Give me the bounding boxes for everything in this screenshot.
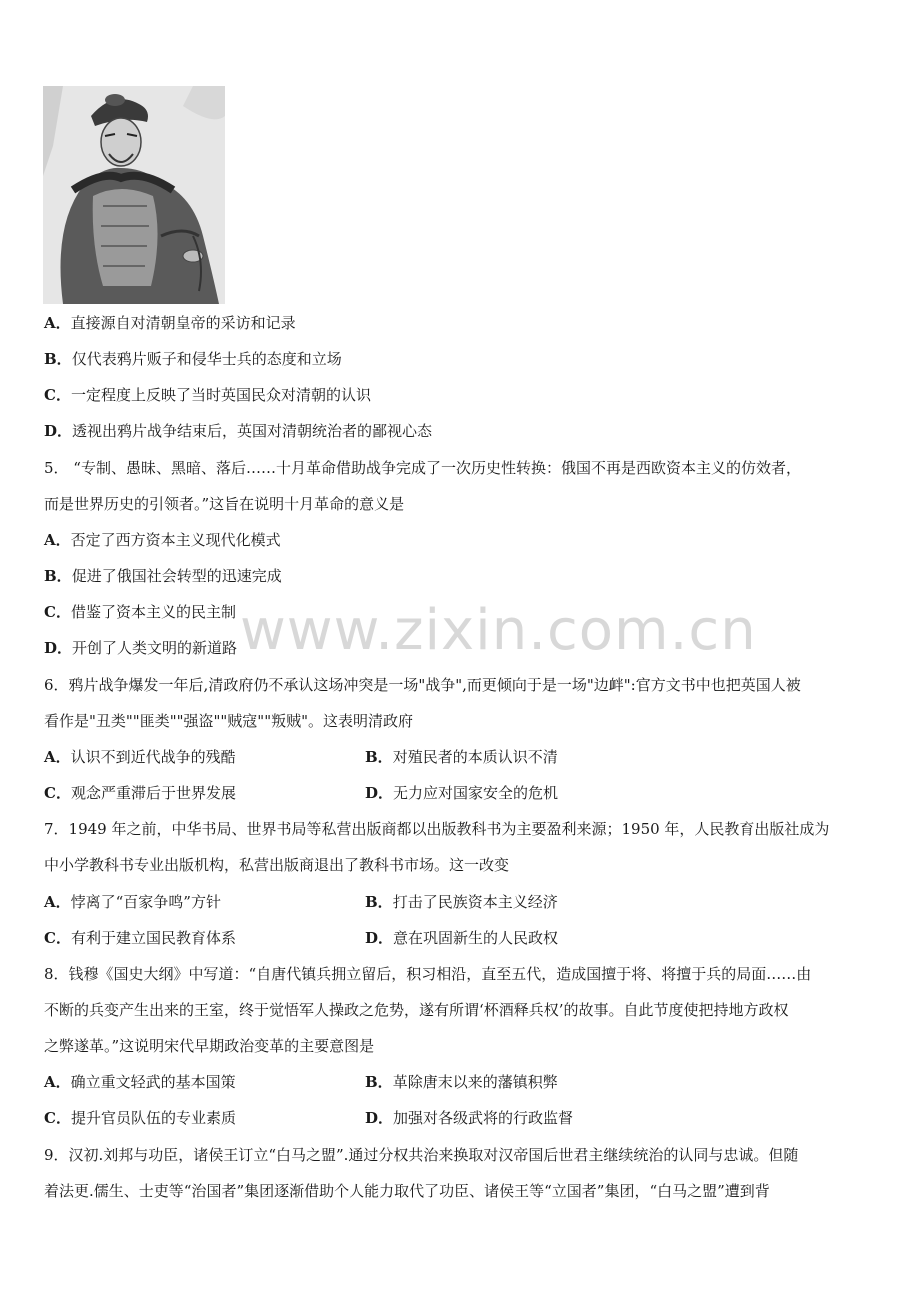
q4-option-c: C．一定程度上反映了当时英国民众对清朝的认识: [44, 386, 371, 404]
q7-option-b: B．打击了民族资本主义经济: [365, 893, 558, 911]
q6-stem-line1: 6．鸦片战争爆发一年后,清政府仍不承认这场冲突是一场"战争",而更倾向于是一场"边衅":官方文书中也把英国人被: [44, 676, 801, 694]
q6-option-d: D．无力应对国家安全的危机: [365, 784, 559, 802]
q8-stem-line2: 不断的兵变产生出来的王室，终于觉悟军人操政之危势，遂有所谓‘杯酒释兵权’的故事。自此节度使把持地方政权: [44, 1001, 789, 1019]
q5-option-c: C．借鉴了资本主义的民主制: [44, 603, 236, 621]
q6-option-a: A．认识不到近代战争的残酷: [44, 748, 236, 766]
q6-option-c: C．观念严重滞后于世界发展: [44, 784, 236, 802]
q4-option-d: D．透视出鸦片战争结束后，英国对清朝统治者的鄙视心态: [44, 422, 433, 440]
q6-stem-line2: 看作是"丑类""匪类""强盗""贼寇""叛贼"。这表明清政府: [44, 712, 413, 730]
q5-option-b: B．促进了俄国社会转型的迅速完成: [44, 567, 282, 585]
q9-stem-line2: 着法更.儒生、士吏等“治国者”集团逐渐借助个人能力取代了功臣、诸侯王等“立国者”集团，“白马之盟”遭到背: [44, 1182, 770, 1200]
q4-option-b: B．仅代表鸦片贩子和侵华士兵的态度和立场: [44, 350, 342, 368]
q6-option-b: B．对殖民者的本质认识不清: [365, 748, 558, 766]
q8-stem-line3: 之弊遂革。”这说明宋代早期政治变革的主要意图是: [44, 1037, 375, 1055]
q8-option-b: B．革除唐末以来的藩镇积弊: [365, 1073, 558, 1091]
q8-option-c: C．提升官员队伍的专业素质: [44, 1109, 236, 1127]
q5-stem-line2: 而是世界历史的引领者。”这旨在说明十月革命的意义是: [44, 495, 405, 513]
q8-option-d: D．加强对各级武将的行政监督: [365, 1109, 574, 1127]
q4-option-a: A．直接源自对清朝皇帝的采访和记录: [44, 314, 296, 332]
q5-option-d: D．开创了人类文明的新道路: [44, 639, 238, 657]
q7-option-d: D．意在巩固新生的人民政权: [365, 929, 559, 947]
q9-stem-line1: 9．汉初.刘邦与功臣，诸侯王订立“白马之盟”.通过分权共治来换取对汉帝国后世君主继续统治的认同与忠诚。但随: [44, 1146, 799, 1164]
q7-option-c: C．有利于建立国民教育体系: [44, 929, 236, 947]
q5-option-a: A．否定了西方资本主义现代化模式: [44, 531, 281, 549]
q5-stem-line1: 5． “专制、愚昧、黑暗、落后……十月革命借助战争完成了一次历史性转换：俄国不再是西欧资本主义的仿效者，: [44, 459, 801, 477]
watermark-text: www.zixin.com.cn: [240, 598, 757, 663]
q8-option-a: A．确立重文轻武的基本国策: [44, 1073, 236, 1091]
q7-option-a: A．悖离了“百家争鸣”方针: [44, 893, 221, 911]
q7-stem-line1: 7．1949 年之前，中华书局、世界书局等私营出版商都以出版教科书为主要盈利来源；1950 年，人民教育出版社成为: [44, 820, 830, 838]
emperor-portrait-image: [43, 86, 225, 304]
q8-stem-line1: 8．钱穆《国史大纲》中写道：“自唐代镇兵拥立留后，积习相沿，直至五代，造成国擅于将、将擅于兵的局面……由: [44, 965, 812, 983]
q7-stem-line2: 中小学教科书专业出版机构，私营出版商退出了教科书市场。这一改变: [44, 856, 510, 874]
